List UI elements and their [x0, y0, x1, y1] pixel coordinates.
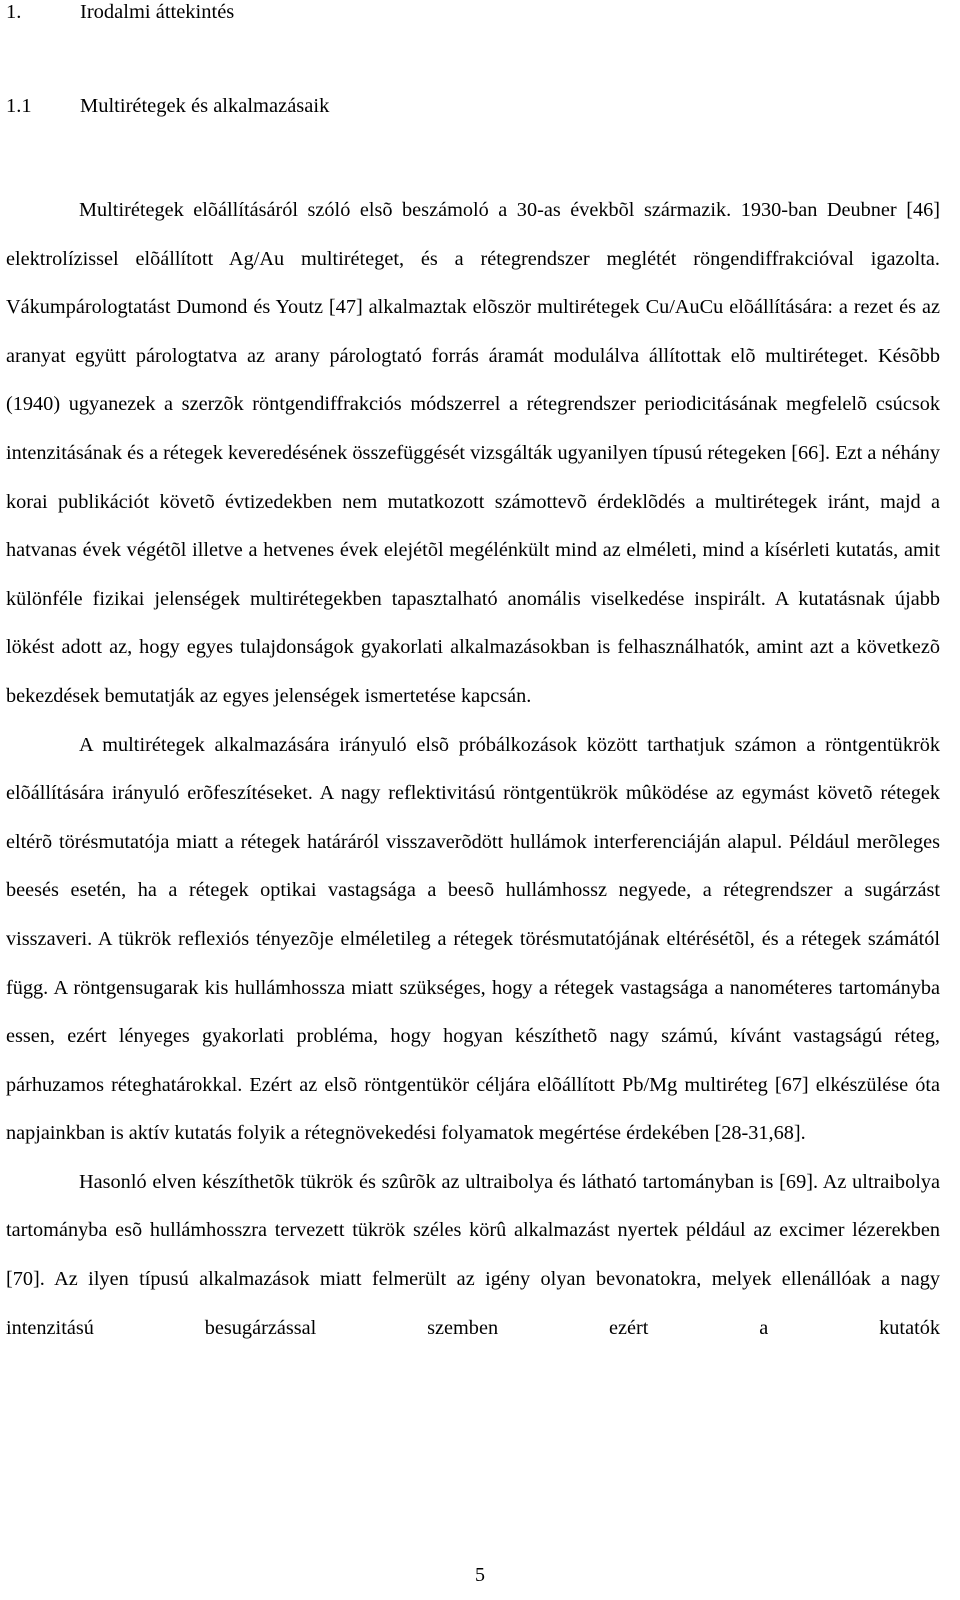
section-number: 1.1: [6, 95, 32, 117]
chapter-number: 1.: [6, 1, 22, 23]
chapter-heading: [6, 0, 234, 25]
paragraph-1: Multirétegek elõállításáról szóló elsõ beszámoló a 30-as évekbõl származik. 1930-ban Deubner [46] elektrolízissel elõállított Ag/Au multiréteget, és a rétegrendszer meglétét röngendiffrakcióval igazolta. Vákumpárologtatást Dumond és Youtz [47] alkalmaztak elõször multirétegek Cu/AuCu elõállítására: a rezet és az aranyat együtt párologtatva az arany párologtató forrás áramát modulálva állítottak elõ multiréteget. Késõbb (1940) ugyanezek a szerzõk röntgendiffrakciós módszerrel a rétegrendszer periodicitásának megfelelõ csúcsok intenzitásának és a rétegek keveredésének összefüggését vizsgálták ugyanilyen típusú rétegeken [66]. Ezt a néhány korai publikációt követõ évtizedekben nem mutatkozott számottevõ érdeklõdés a multirétegek iránt, majd a hatvanas évek végétõl illetve a hetvenes évek elejétõl megélénkült mind az elméleti, mind a kísérleti kutatás, amit különféle fizikai jelenségek multirétegekben tapasztalható anomális viselkedése inspirált. A kutatásnak újabb lökést adott az, hogy egyes tulajdonságok gyakorlati alkalmazásokban is felhasználhatók, amint azt a következõ bekezdések bemutatják az egyes jelenségek ismertetése kapcsán.: [6, 199, 940, 707]
chapter-title: Irodalmi áttekintés: [80, 1, 235, 23]
section-heading: [6, 93, 329, 119]
paragraph-3: Hasonló elven készíthetõk tükrök és szûrõk az ultraibolya és látható tartományban is [69]. Az ultraibolya tartományba esõ hullámhosszra tervezett tükrök széles körû alkalmazást nyertek például az excimer lézerekben [70]. Az ilyen típusú alkalmazások miatt felmerült az igény olyan bevonatokra, melyek ellenállóak a nagy intenzitású besugárzással szemben ezért a kutatók: [6, 1170, 940, 1339]
paragraph-2: A multirétegek alkalmazására irányuló elsõ próbálkozások között tarthatjuk számon a röntgentükrök elõállítására irányuló erõfeszítéseket. A nagy reflektivitású röntgentükrök mûködése az egymást követõ rétegek eltérõ törésmutatója miatt a rétegek határáról visszaverõdött hullámok interferenciáján alapul. Például merõleges beesés esetén, ha a rétegek optikai vastagsága a beesõ hullámhossz negyede, a rétegrendszer a sugárzást visszaveri. A tükrök reflexiós tényezõje elméletileg a rétegek törésmutatójának eltérésétõl, és a rétegek számától függ. A röntgensugarak kis hullámhossza miatt szükséges, hogy a rétegek vastagsága a nanométeres tartományba essen, ezért lényeges gyakorlati probléma, hogy hogyan készíthetõ nagy számú, kívánt vastagságú réteg, párhuzamos réteghatárokkal. Ezért az elsõ röntgentükör céljára elõállított Pb/Mg multiréteg [67] elkészülése óta napjainkban is aktív kutatás folyik a rétegnövekedési folyamatok megértése érdekében [28-31,68].: [6, 733, 940, 1145]
page-number: 5: [475, 1564, 485, 1586]
section-title: Multirétegek és alkalmazásaik: [80, 95, 330, 117]
body-text: [6, 186, 940, 1352]
